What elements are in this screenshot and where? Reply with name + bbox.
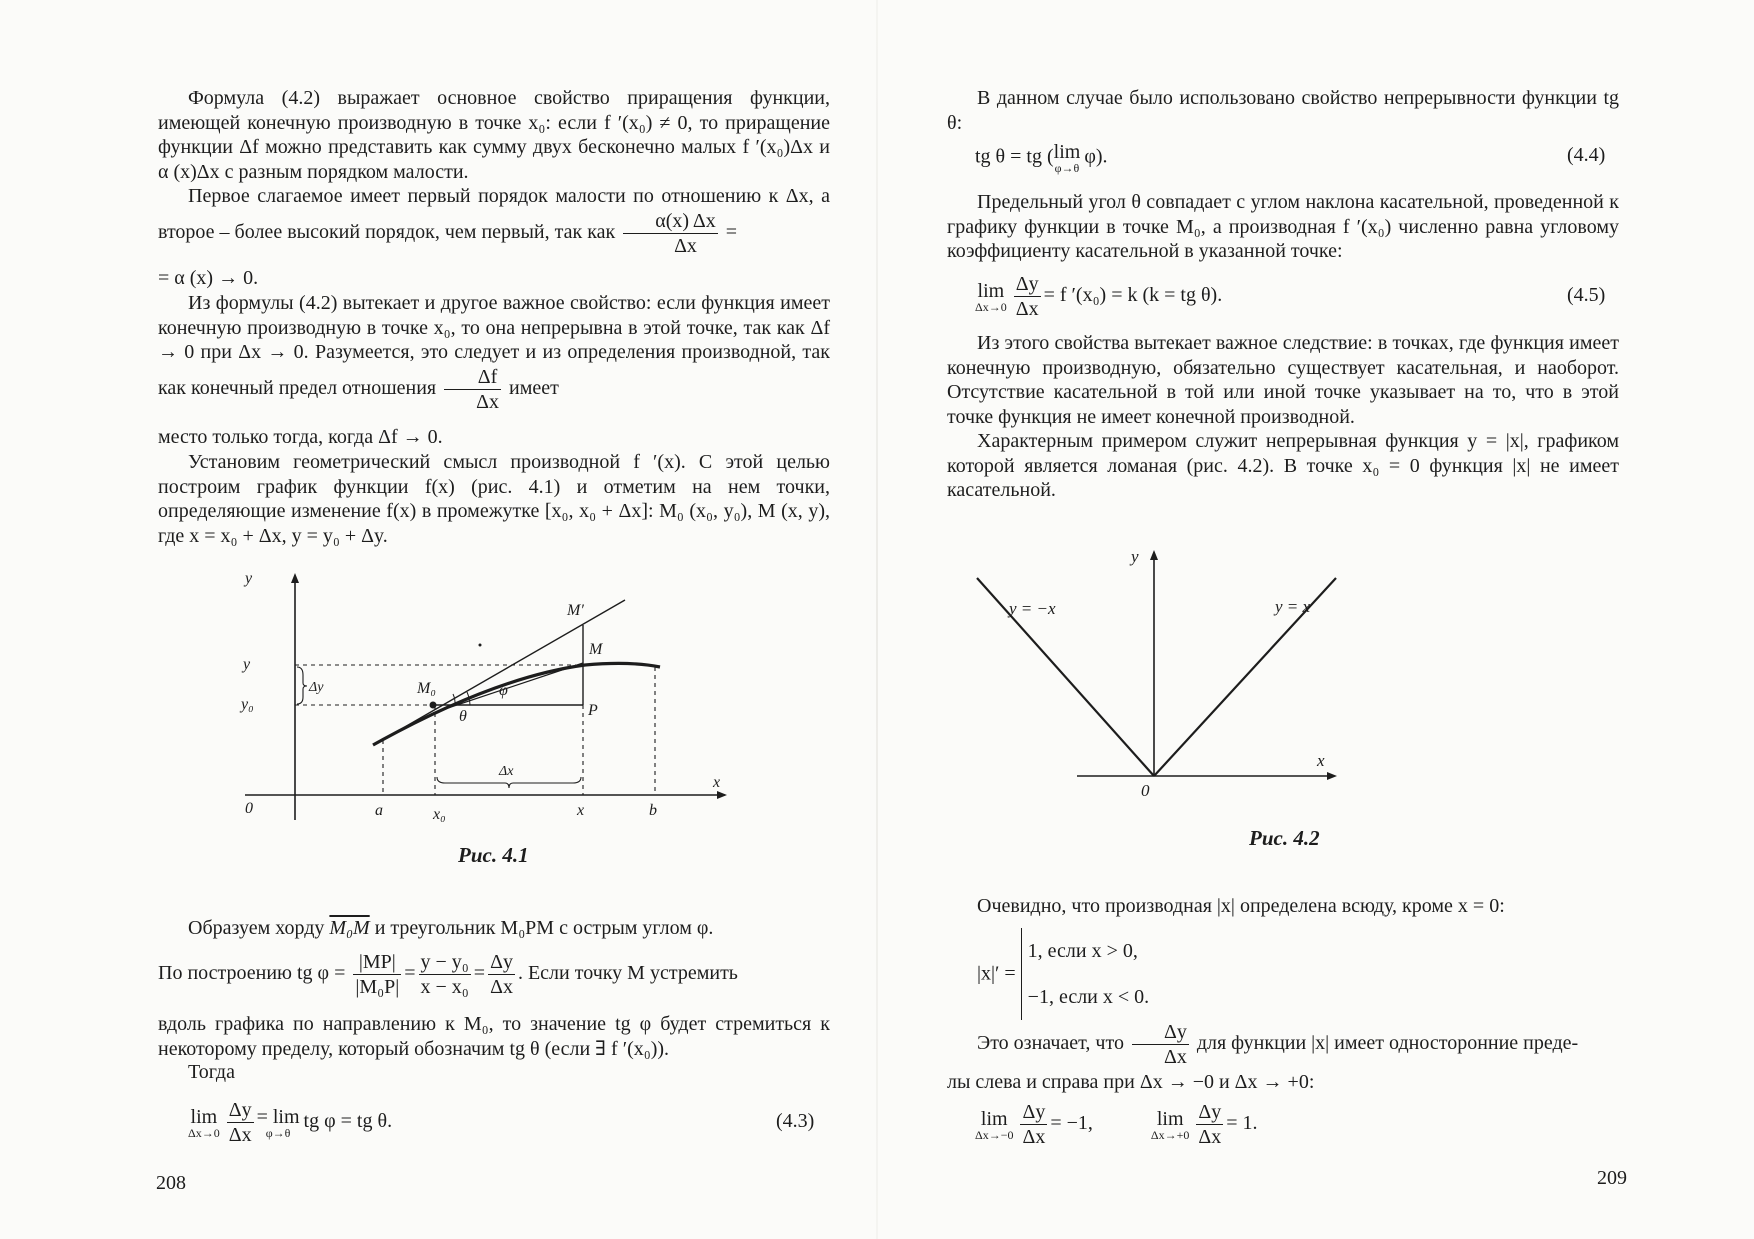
fig1-label-theta: θ	[459, 708, 467, 725]
equation-4-3-number: (4.3)	[776, 1110, 815, 1132]
left-para-6-text: По построению tg φ =	[158, 962, 346, 985]
eq43-lim1-sub: Δx→0	[188, 1125, 220, 1140]
dy-dx-fraction	[488, 950, 515, 999]
dy-dx-fraction-den: Δx	[490, 976, 513, 998]
right-para-1: В данном случае было использовано свойство непрерывности функции tg θ:	[947, 87, 1619, 134]
df-dx-fraction	[444, 365, 501, 414]
right-para-2: Предельный угол θ совпадает с углом наклона касательной, проведенной к графику функции в точке M₀, а производная f ′(x₀) численно равна угловому коэффициенту касательной в указанной точке:	[947, 191, 1619, 262]
left-para-3	[158, 291, 830, 414]
eq45-lim-word: lim	[977, 279, 1005, 302]
lim-left-den: Δx	[1022, 1126, 1046, 1148]
figure-4-1-svg	[241, 565, 735, 825]
left-para-3-text: Из формулы (4.2) вытекает и другое важное свойство: если функция имеет конечную производную в точке x₀, то она непрерывна в этой точке, так как Δf → 0 при Δx → 0. Разумеется, это следует и из определения производной, так как конечный предел отношения	[158, 292, 830, 399]
lim-left-sub: Δx→−0	[975, 1127, 1014, 1142]
left-para-3-tail: имеет	[508, 376, 559, 399]
fig1-label-origin: 0	[245, 800, 253, 817]
yy0-fraction-num: y − y₀	[420, 951, 469, 973]
fig1-label-p: P	[588, 702, 598, 719]
eq45-lim-sub: Δx→0	[975, 299, 1007, 314]
right-para-6-text: Это означает, что	[977, 1032, 1124, 1055]
piecewise-derivative	[977, 928, 1149, 1020]
right-page	[877, 0, 1754, 1239]
fig1-label-b: b	[649, 802, 657, 819]
eq44-lim	[1054, 142, 1081, 174]
df-dx-num: Δf	[444, 365, 501, 390]
lim-right	[1151, 1109, 1189, 1141]
page-number-right: 209	[1597, 1167, 1627, 1189]
eq43-lim2-sub: φ→θ	[265, 1125, 291, 1140]
left-para-7: вдоль графика по направлению к M₀, то значение tg φ будет стремиться к некоторому пределу, который обозначим tg θ (если ∃ f ′(x₀)).	[158, 1013, 830, 1060]
lim-left-fraction	[1020, 1100, 1047, 1149]
eq43-rest: tg φ = tg θ.	[303, 1110, 393, 1133]
one-sided-limits	[975, 1100, 1258, 1149]
fig1-label-m0: M₀	[417, 680, 436, 697]
mp-fraction-num: |MP|	[353, 950, 401, 975]
fig1-point-m0	[430, 702, 437, 709]
para6-fraction-num: Δy	[1132, 1020, 1189, 1045]
eq44-lim-sub: φ→θ	[1054, 161, 1080, 175]
para6-fraction	[1132, 1020, 1189, 1069]
equation-4-3	[188, 1098, 392, 1147]
right-para-6-tail: для функции |x| имеет односторонние преде-	[1196, 1032, 1579, 1055]
fig1-stray-dot	[479, 644, 482, 647]
left-para-2-cont: = α (x) → 0.	[158, 267, 259, 289]
piecewise-brace	[1021, 928, 1150, 1020]
fig2-label-x-axis: x	[1317, 751, 1325, 770]
left-para-6-tail: . Если точку M устремить	[517, 962, 738, 985]
left-para-3-cont: место только тогда, когда Δf → 0.	[158, 426, 443, 448]
left-para-5-text: Образуем хорду	[188, 917, 325, 939]
eq43-fraction	[227, 1098, 254, 1147]
alpha-fraction-den: Δx	[674, 234, 697, 257]
chord-m0m: M₀M	[329, 917, 370, 939]
right-para-4: Характерным примером служит непрерывная функция y = |x|, графиком которой является ломаная (рис. 4.2). В точке x₀ = 0 функция |x| не имеет касательной.	[947, 430, 1619, 501]
left-para-2	[158, 184, 830, 258]
fig2-label-origin: 0	[1141, 781, 1150, 800]
lim-left-num: Δy	[1022, 1101, 1046, 1123]
eq45-fraction	[1014, 272, 1041, 321]
fig1-y-arrow	[291, 573, 299, 583]
figure-4-2-svg	[1009, 540, 1385, 800]
equation-4-4	[975, 142, 1108, 174]
right-para-7: лы слева и справа при Δx → −0 и Δx → +0:	[947, 1071, 1315, 1093]
dy-dx-fraction-num: Δy	[490, 951, 513, 973]
right-para-6	[947, 1020, 1619, 1069]
eq44-lim-word: lim	[1053, 141, 1081, 163]
fig1-label-a: a	[375, 802, 383, 819]
eq44-b: φ).	[1084, 145, 1108, 168]
lim-right-den: Δx	[1198, 1126, 1222, 1148]
eq45-fraction-den: Δx	[1015, 298, 1039, 320]
eq45-rest: = f ′(x₀) = k (k = tg θ).	[1043, 284, 1223, 307]
fig1-label-x-axis: x	[713, 774, 721, 791]
fig1-label-phi: φ	[499, 682, 508, 699]
equation-4-4-number: (4.4)	[1567, 144, 1606, 166]
equation-4-5	[975, 272, 1222, 321]
fig1-label-m: M	[589, 641, 603, 658]
lim-left	[975, 1109, 1013, 1141]
df-dx-den: Δx	[476, 390, 499, 413]
figure-4-2	[1009, 540, 1385, 800]
para6-fraction-den: Δx	[1163, 1046, 1187, 1068]
eq43-lim1-word: lim	[190, 1105, 218, 1128]
page-number-left: 208	[156, 1172, 186, 1194]
fig1-label-y: y	[243, 656, 251, 673]
eq43-fraction-den: Δx	[228, 1124, 252, 1146]
yy0-fraction-den: x − x₀	[420, 976, 469, 998]
eq43-lim1	[188, 1107, 220, 1139]
left-para-5-tail: и треугольник M₀PM с острым углом φ.	[374, 917, 714, 939]
left-para-1: Формула (4.2) выражает основное свойство приращения функции, имеющей конечную производную в точке x₀: если f ′(x₀) ≠ 0, то приращение функции Δf можно представить как сумму двух бесконечно малых f ′(x₀)Δx и α (x)Δx с разным порядком малости.	[158, 87, 830, 183]
lim-right-word: lim	[1156, 1107, 1184, 1130]
left-para-2-text: Первое слагаемое имеет первый порядок малости по отношению к Δx, а второе – более высокий порядок, чем первый, так как	[158, 185, 830, 243]
fig2-label-y-axis: y	[1131, 547, 1139, 566]
left-para-6: По построению tg φ = $\frac{|MP|}{\text{|M₀P|}}$ = $\frac{\text{y − y₀}}{\text{x − x₀}}$ = $\frac{\Delta y}{\Delta x}$ . Если точку M устремить	[158, 951, 738, 998]
figure-4-1	[241, 565, 735, 825]
lim-right-fraction	[1196, 1100, 1223, 1149]
lim-right-num: Δy	[1198, 1101, 1222, 1123]
right-para-5: Очевидно, что производная |x| определена всюду, кроме x = 0:	[977, 895, 1505, 917]
right-para-3: Из этого свойства вытекает важное следствие: в точках, где функция имеет конечную производную, обязательно существует касательная, и наоборот. Отсутствие касательной в той или иной точке указывает на то, что в этой точке функция не имеет конечной производной.	[947, 332, 1619, 428]
piecewise-lhs: |x|′ =	[977, 962, 1016, 985]
lim-left-word: lim	[980, 1107, 1008, 1130]
fig1-label-y0: y₀	[241, 696, 254, 713]
fig2-x-arrow	[1327, 772, 1337, 780]
left-para-4: Установим геометрический смысл производной f ′(x). С этой целью построим график функции f(x) (рис. 4.1) и отметим на нем точки, определяющие изменение f(x) в промежутке [x₀, x₀ + Δx]: M₀ (x₀, y₀), M (x, y), где x = x₀ + Δx, y = y₀ + Δy.	[158, 451, 830, 547]
left-para-5	[158, 916, 830, 941]
fig2-y-arrow	[1150, 550, 1158, 560]
fig1-label-dx: Δx	[499, 764, 514, 779]
fig1-label-x0: x₀	[433, 806, 446, 823]
fig1-dy-brace	[297, 667, 307, 704]
fig1-label-dy: Δy	[309, 680, 324, 695]
fig2-label-right-line: y = x	[1275, 597, 1311, 616]
fig2-label-left-line: y = −x	[1009, 599, 1056, 618]
fig1-label-y-axis: y	[245, 570, 253, 587]
fig1-x-arrow	[717, 791, 727, 799]
yy0-fraction	[419, 950, 471, 999]
alpha-fraction-num: α(x) Δx	[623, 209, 718, 234]
fig2-left-line	[977, 578, 1154, 776]
alpha-fraction	[623, 209, 718, 258]
alpha-equals: =	[725, 220, 738, 243]
lim-right-sub: Δx→+0	[1150, 1127, 1190, 1142]
lim-right-value: = 1.	[1226, 1112, 1258, 1135]
eq43-fraction-num: Δy	[228, 1099, 252, 1121]
lim-left-value: = −1,	[1050, 1112, 1093, 1135]
eq45-fraction-num: Δy	[1015, 273, 1039, 295]
piecewise-row-1: 1, если x > 0,	[1027, 940, 1138, 962]
eq45-lim	[975, 281, 1007, 313]
eq44-a: tg θ = tg (	[975, 145, 1054, 168]
figure-4-1-caption: Рис. 4.1	[458, 843, 529, 867]
mp-fraction-den: |M₀P|	[355, 976, 400, 998]
fig1-function-curve	[373, 663, 660, 745]
eq43-lim2-word: = lim	[256, 1105, 300, 1128]
eq43-lim2	[257, 1107, 300, 1139]
equation-4-5-number: (4.5)	[1567, 284, 1606, 306]
figure-4-2-caption: Рис. 4.2	[1249, 826, 1320, 850]
mp-fraction	[353, 950, 401, 999]
piecewise-row-2: −1, если x < 0.	[1027, 986, 1150, 1008]
fig1-label-m-prime: M′	[567, 602, 584, 619]
left-para-8: Тогда	[188, 1061, 235, 1083]
fig1-label-x: x	[577, 802, 585, 819]
